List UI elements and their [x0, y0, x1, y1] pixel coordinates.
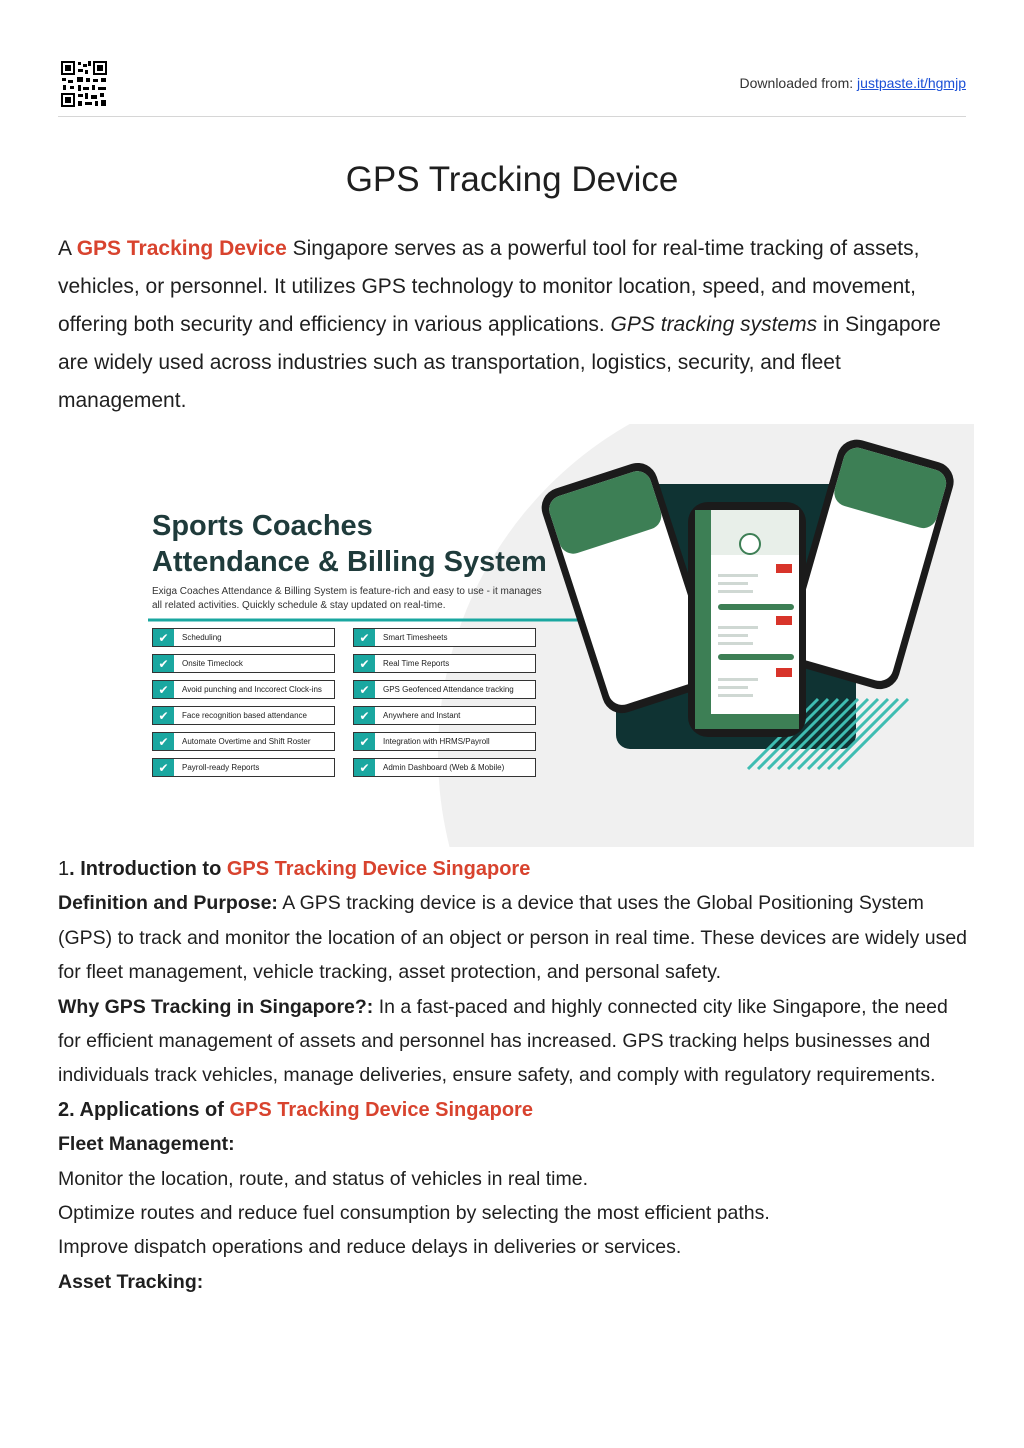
- check-icon: ✔: [354, 655, 375, 672]
- feature-label: GPS Geofenced Attendance tracking: [383, 685, 514, 694]
- banner-heading-line-1: Sports Coaches: [152, 510, 373, 542]
- feature-label: Admin Dashboard (Web & Mobile): [383, 763, 505, 772]
- feature-item: [353, 732, 536, 751]
- feature-item: [152, 680, 335, 699]
- banner-description: [152, 585, 542, 613]
- check-icon: ✔: [153, 759, 174, 776]
- feature-item: [152, 732, 335, 751]
- check-icon: ✔: [354, 733, 375, 750]
- check-icon: ✔: [354, 681, 375, 698]
- section-1-title: . Introduction to: [69, 858, 227, 880]
- banner-description-line-1: Exiga Coaches Attendance & Billing System is feature-rich and easy to use - it manages: [152, 586, 542, 597]
- fleet-item: Improve dispatch operations and reduce delays in deliveries or services.: [58, 1236, 682, 1259]
- source-link[interactable]: justpaste.it/hgmjp: [857, 75, 966, 91]
- feature-label: Real Time Reports: [383, 659, 450, 668]
- feature-item: [353, 758, 536, 777]
- feature-label: Anywhere and Instant: [383, 711, 461, 720]
- check-icon: ✔: [153, 733, 174, 750]
- fleet-heading: Fleet Management:: [58, 1133, 235, 1156]
- banner-heading-line-2: Attendance & Billing System: [152, 546, 547, 578]
- page-title: GPS Tracking Device: [345, 160, 679, 199]
- why-paragraph: [58, 990, 970, 1093]
- feature-item: [152, 758, 335, 777]
- definition-label: Definition and Purpose:: [58, 892, 278, 915]
- promo-banner: [58, 424, 974, 847]
- check-icon: ✔: [354, 629, 375, 646]
- section-2-heading: [58, 1093, 970, 1127]
- feature-label: Scheduling: [182, 633, 222, 642]
- section-1-number: 1: [58, 858, 70, 880]
- article-body: [58, 852, 970, 1299]
- qr-code-icon: [60, 60, 108, 108]
- why-label: Why GPS Tracking in Singapore?:: [58, 995, 374, 1018]
- feature-label: Smart Timesheets: [383, 633, 448, 642]
- check-icon: ✔: [354, 759, 375, 776]
- downloaded-label: Downloaded from:: [739, 75, 858, 91]
- feature-label: Payroll-ready Reports: [182, 763, 260, 772]
- feature-label: Face recognition based attendance: [182, 711, 307, 720]
- check-icon: ✔: [153, 681, 174, 698]
- feature-item: [152, 706, 335, 725]
- intro-italic: GPS tracking systems: [610, 313, 818, 336]
- feature-item: [353, 680, 536, 699]
- feature-item: [353, 628, 536, 647]
- check-icon: ✔: [354, 707, 375, 724]
- page-header: [58, 58, 966, 117]
- intro-text-1: A: [58, 237, 77, 260]
- feature-label: Avoid punching and Inccorect Clock-ins: [182, 685, 322, 694]
- why-text: In a fast-paced and highly connected city like Singapore, the need for efficient management of assets and personnel has increased. GPS tracking helps businesses and individuals track vehicles, manage deliveries, ensure safety, and comply with regulatory requirements.: [58, 995, 948, 1087]
- feature-label: Onsite Timeclock: [182, 659, 243, 668]
- section-1-heading: [58, 852, 970, 886]
- feature-label: Automate Overtime and Shift Roster: [182, 737, 311, 746]
- feature-item: [353, 706, 536, 725]
- feature-item: [152, 628, 335, 647]
- banner-heading: [152, 508, 547, 580]
- intro-text-2: Singapore serves as a powerful tool for real-time tracking of assets, vehicles, or personnel. It utilizes GPS technology to monitor location, speed, and movement, offering both security and efficiency in various applications.: [58, 237, 920, 336]
- fleet-item: Monitor the location, route, and status of vehicles in real time.: [58, 1167, 589, 1190]
- feature-label: Integration with HRMS/Payroll: [383, 737, 490, 746]
- downloaded-from: [740, 75, 966, 91]
- feature-item: [353, 654, 536, 673]
- intro-link[interactable]: GPS Tracking Device: [76, 237, 287, 260]
- feature-item: [152, 654, 335, 673]
- check-icon: ✔: [153, 655, 174, 672]
- banner-description-line-2: all related activities. Quickly schedule & stay updated on real-time.: [152, 600, 446, 611]
- intro-paragraph: [58, 230, 968, 420]
- intro-text-3: in Singapore are widely used across industries such as transportation, logistics, security, and fleet management.: [58, 313, 941, 412]
- definition-text: A GPS tracking device is a device that uses the Global Positioning System (GPS) to track and monitor the location of an object or person in real time. These devices are widely used for fleet management, vehicle tracking, asset protection, and personal safety.: [58, 892, 968, 984]
- fleet-item: Optimize routes and reduce fuel consumption by selecting the most efficient paths.: [58, 1202, 770, 1225]
- asset-heading: Asset Tracking:: [58, 1270, 204, 1293]
- section-1-link[interactable]: GPS Tracking Device Singapore: [226, 858, 531, 880]
- section-2-title: 2. Applications of: [58, 1098, 230, 1121]
- definition-paragraph: [58, 886, 970, 989]
- section-2-link[interactable]: GPS Tracking Device Singapore: [229, 1098, 533, 1121]
- check-icon: ✔: [153, 629, 174, 646]
- check-icon: ✔: [153, 707, 174, 724]
